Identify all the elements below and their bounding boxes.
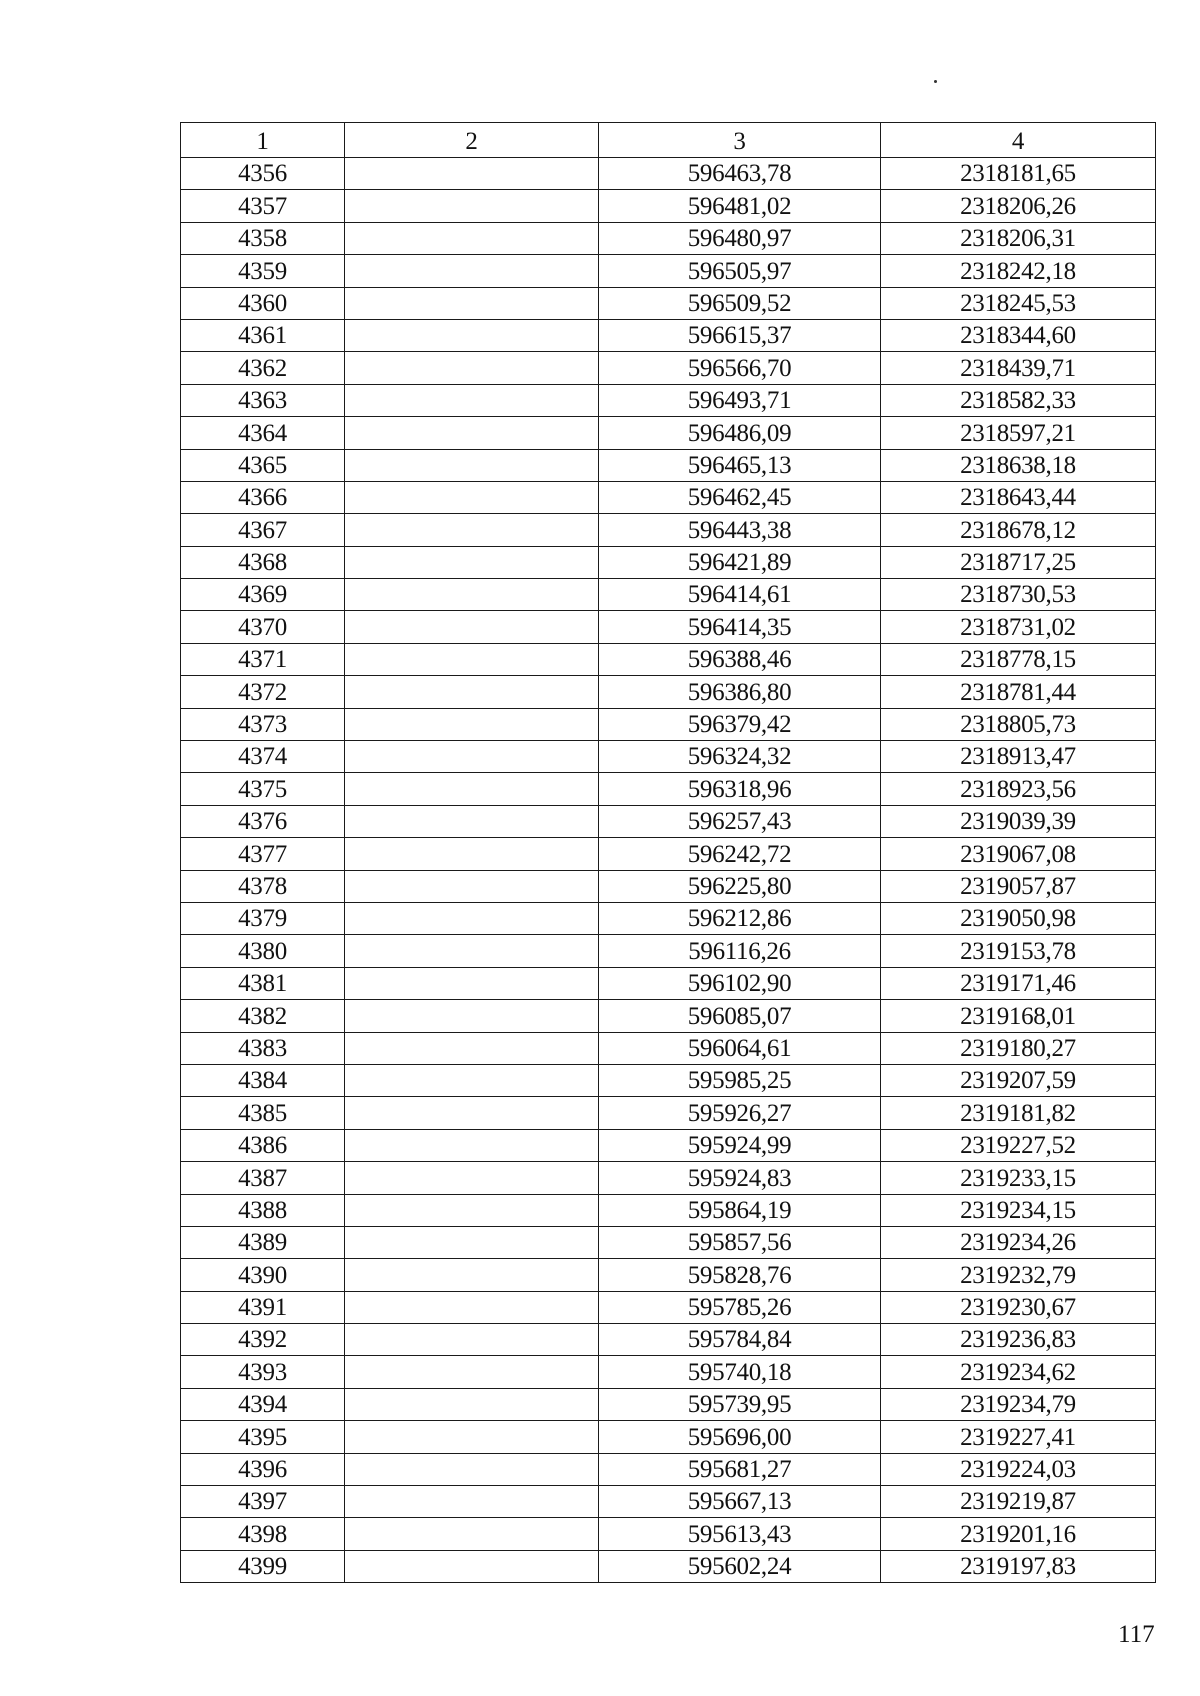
- x-coordinate-cell: 595828,76: [599, 1259, 881, 1291]
- point-number-cell: 4357: [181, 190, 345, 222]
- point-number-cell: 4360: [181, 287, 345, 319]
- table-row: [181, 1388, 1156, 1420]
- description-cell: [345, 449, 599, 481]
- point-number-cell: 4359: [181, 255, 345, 287]
- coordinates-table: [180, 122, 1156, 1583]
- x-coordinate-cell: 596443,38: [599, 514, 881, 546]
- description-cell: [345, 708, 599, 740]
- table-row: [181, 255, 1156, 287]
- y-coordinate-cell: 2319181,82: [881, 1097, 1156, 1129]
- table-row: [181, 158, 1156, 190]
- y-coordinate-cell: 2319050,98: [881, 902, 1156, 934]
- description-cell: [345, 1356, 599, 1388]
- y-coordinate-cell: 2319224,03: [881, 1453, 1156, 1485]
- x-coordinate-cell: 596463,78: [599, 158, 881, 190]
- x-coordinate-cell: 595696,00: [599, 1421, 881, 1453]
- y-coordinate-cell: 2318781,44: [881, 676, 1156, 708]
- y-coordinate-cell: 2318678,12: [881, 514, 1156, 546]
- y-coordinate-cell: 2318206,31: [881, 222, 1156, 254]
- table-row: [181, 449, 1156, 481]
- point-number-cell: 4372: [181, 676, 345, 708]
- x-coordinate-cell: 596566,70: [599, 352, 881, 384]
- description-cell: [345, 805, 599, 837]
- header-cell-3: 3: [599, 123, 881, 158]
- x-coordinate-cell: 596379,42: [599, 708, 881, 740]
- description-cell: [345, 579, 599, 611]
- table-row: [181, 1162, 1156, 1194]
- description-cell: [345, 1486, 599, 1518]
- table-row: [181, 935, 1156, 967]
- y-coordinate-cell: 2319039,39: [881, 805, 1156, 837]
- y-coordinate-cell: 2319234,15: [881, 1194, 1156, 1226]
- table-body: [181, 158, 1156, 1583]
- point-number-cell: 4381: [181, 967, 345, 999]
- point-number-cell: 4371: [181, 643, 345, 675]
- point-number-cell: 4369: [181, 579, 345, 611]
- description-cell: [345, 1388, 599, 1420]
- description-cell: [345, 481, 599, 513]
- description-cell: [345, 1129, 599, 1161]
- y-coordinate-cell: 2318242,18: [881, 255, 1156, 287]
- x-coordinate-cell: 596212,86: [599, 902, 881, 934]
- x-coordinate-cell: 596318,96: [599, 773, 881, 805]
- x-coordinate-cell: 596480,97: [599, 222, 881, 254]
- table-row: [181, 643, 1156, 675]
- description-cell: [345, 741, 599, 773]
- y-coordinate-cell: 2319234,79: [881, 1388, 1156, 1420]
- table-row: [181, 287, 1156, 319]
- y-coordinate-cell: 2318245,53: [881, 287, 1156, 319]
- table-header: [181, 123, 1156, 158]
- y-coordinate-cell: 2319168,01: [881, 1000, 1156, 1032]
- y-coordinate-cell: 2318730,53: [881, 579, 1156, 611]
- point-number-cell: 4377: [181, 838, 345, 870]
- description-cell: [345, 643, 599, 675]
- point-number-cell: 4396: [181, 1453, 345, 1485]
- y-coordinate-cell: 2318805,73: [881, 708, 1156, 740]
- point-number-cell: 4379: [181, 902, 345, 934]
- description-cell: [345, 384, 599, 416]
- table-row: [181, 1259, 1156, 1291]
- table-row: [181, 902, 1156, 934]
- x-coordinate-cell: 595864,19: [599, 1194, 881, 1226]
- description-cell: [345, 1032, 599, 1064]
- header-cell-1: 1: [181, 123, 345, 158]
- y-coordinate-cell: 2318638,18: [881, 449, 1156, 481]
- y-coordinate-cell: 2318206,26: [881, 190, 1156, 222]
- description-cell: [345, 222, 599, 254]
- point-number-cell: 4374: [181, 741, 345, 773]
- y-coordinate-cell: 2319153,78: [881, 935, 1156, 967]
- y-coordinate-cell: 2318344,60: [881, 319, 1156, 351]
- x-coordinate-cell: 596465,13: [599, 449, 881, 481]
- description-cell: [345, 1097, 599, 1129]
- y-coordinate-cell: 2319230,67: [881, 1291, 1156, 1323]
- x-coordinate-cell: 596462,45: [599, 481, 881, 513]
- description-cell: [345, 838, 599, 870]
- table-row: [181, 190, 1156, 222]
- table-row: [181, 1550, 1156, 1582]
- y-coordinate-cell: 2319227,41: [881, 1421, 1156, 1453]
- x-coordinate-cell: 595681,27: [599, 1453, 881, 1485]
- description-cell: [345, 255, 599, 287]
- x-coordinate-cell: 596509,52: [599, 287, 881, 319]
- table-row: [181, 1453, 1156, 1485]
- header-row: [181, 123, 1156, 158]
- point-number-cell: 4376: [181, 805, 345, 837]
- y-coordinate-cell: 2319234,26: [881, 1226, 1156, 1258]
- table-row: [181, 1064, 1156, 1096]
- x-coordinate-cell: 596414,35: [599, 611, 881, 643]
- description-cell: [345, 417, 599, 449]
- x-coordinate-cell: 595985,25: [599, 1064, 881, 1096]
- x-coordinate-cell: 595667,13: [599, 1486, 881, 1518]
- x-coordinate-cell: 596257,43: [599, 805, 881, 837]
- table-row: [181, 967, 1156, 999]
- x-coordinate-cell: 596414,61: [599, 579, 881, 611]
- description-cell: [345, 1421, 599, 1453]
- x-coordinate-cell: 595924,99: [599, 1129, 881, 1161]
- y-coordinate-cell: 2318923,56: [881, 773, 1156, 805]
- y-coordinate-cell: 2318582,33: [881, 384, 1156, 416]
- x-coordinate-cell: 596324,32: [599, 741, 881, 773]
- x-coordinate-cell: 596064,61: [599, 1032, 881, 1064]
- description-cell: [345, 1518, 599, 1550]
- point-number-cell: 4361: [181, 319, 345, 351]
- description-cell: [345, 676, 599, 708]
- description-cell: [345, 1259, 599, 1291]
- x-coordinate-cell: 596493,71: [599, 384, 881, 416]
- point-number-cell: 4388: [181, 1194, 345, 1226]
- point-number-cell: 4366: [181, 481, 345, 513]
- point-number-cell: 4385: [181, 1097, 345, 1129]
- description-cell: [345, 870, 599, 902]
- description-cell: [345, 514, 599, 546]
- description-cell: [345, 1324, 599, 1356]
- description-cell: [345, 935, 599, 967]
- table-row: [181, 1194, 1156, 1226]
- y-coordinate-cell: 2319233,15: [881, 1162, 1156, 1194]
- x-coordinate-cell: 595602,24: [599, 1550, 881, 1582]
- description-cell: [345, 902, 599, 934]
- table-row: [181, 611, 1156, 643]
- y-coordinate-cell: 2318778,15: [881, 643, 1156, 675]
- point-number-cell: 4387: [181, 1162, 345, 1194]
- y-coordinate-cell: 2319234,62: [881, 1356, 1156, 1388]
- header-cell-4: 4: [881, 123, 1156, 158]
- x-coordinate-cell: 595857,56: [599, 1226, 881, 1258]
- y-coordinate-cell: 2319067,08: [881, 838, 1156, 870]
- x-coordinate-cell: 596102,90: [599, 967, 881, 999]
- table-row: [181, 1486, 1156, 1518]
- description-cell: [345, 1453, 599, 1485]
- x-coordinate-cell: 595924,83: [599, 1162, 881, 1194]
- description-cell: [345, 773, 599, 805]
- table-row: [181, 1097, 1156, 1129]
- y-coordinate-cell: 2318181,65: [881, 158, 1156, 190]
- table-row: [181, 417, 1156, 449]
- y-coordinate-cell: 2319197,83: [881, 1550, 1156, 1582]
- table-row: [181, 319, 1156, 351]
- table-row: [181, 1291, 1156, 1323]
- table-row: [181, 352, 1156, 384]
- table-row: [181, 514, 1156, 546]
- table-row: [181, 1226, 1156, 1258]
- table-row: [181, 1356, 1156, 1388]
- point-number-cell: 4362: [181, 352, 345, 384]
- table-row: [181, 676, 1156, 708]
- point-number-cell: 4378: [181, 870, 345, 902]
- description-cell: [345, 190, 599, 222]
- y-coordinate-cell: 2319180,27: [881, 1032, 1156, 1064]
- description-cell: [345, 1226, 599, 1258]
- x-coordinate-cell: 595784,84: [599, 1324, 881, 1356]
- point-number-cell: 4382: [181, 1000, 345, 1032]
- point-number-cell: 4356: [181, 158, 345, 190]
- point-number-cell: 4368: [181, 546, 345, 578]
- description-cell: [345, 546, 599, 578]
- point-number-cell: 4392: [181, 1324, 345, 1356]
- description-cell: [345, 1550, 599, 1582]
- point-number-cell: 4363: [181, 384, 345, 416]
- description-cell: [345, 287, 599, 319]
- point-number-cell: 4370: [181, 611, 345, 643]
- y-coordinate-cell: 2318643,44: [881, 481, 1156, 513]
- point-number-cell: 4390: [181, 1259, 345, 1291]
- stray-dot-mark: [934, 80, 937, 83]
- description-cell: [345, 1194, 599, 1226]
- y-coordinate-cell: 2319232,79: [881, 1259, 1156, 1291]
- x-coordinate-cell: 596388,46: [599, 643, 881, 675]
- x-coordinate-cell: 596421,89: [599, 546, 881, 578]
- y-coordinate-cell: 2318731,02: [881, 611, 1156, 643]
- table-row: [181, 222, 1156, 254]
- x-coordinate-cell: 596481,02: [599, 190, 881, 222]
- point-number-cell: 4391: [181, 1291, 345, 1323]
- description-cell: [345, 1162, 599, 1194]
- x-coordinate-cell: 596225,80: [599, 870, 881, 902]
- point-number-cell: 4386: [181, 1129, 345, 1161]
- point-number-cell: 4399: [181, 1550, 345, 1582]
- description-cell: [345, 1291, 599, 1323]
- point-number-cell: 4383: [181, 1032, 345, 1064]
- header-cell-2: 2: [345, 123, 599, 158]
- x-coordinate-cell: 595926,27: [599, 1097, 881, 1129]
- point-number-cell: 4395: [181, 1421, 345, 1453]
- point-number-cell: 4380: [181, 935, 345, 967]
- table-row: [181, 741, 1156, 773]
- description-cell: [345, 1000, 599, 1032]
- point-number-cell: 4394: [181, 1388, 345, 1420]
- description-cell: [345, 1064, 599, 1096]
- x-coordinate-cell: 595613,43: [599, 1518, 881, 1550]
- description-cell: [345, 319, 599, 351]
- point-number-cell: 4397: [181, 1486, 345, 1518]
- x-coordinate-cell: 596386,80: [599, 676, 881, 708]
- x-coordinate-cell: 596505,97: [599, 255, 881, 287]
- table-row: [181, 579, 1156, 611]
- x-coordinate-cell: 596242,72: [599, 838, 881, 870]
- table-row: [181, 1421, 1156, 1453]
- x-coordinate-cell: 595739,95: [599, 1388, 881, 1420]
- table-row: [181, 805, 1156, 837]
- point-number-cell: 4367: [181, 514, 345, 546]
- point-number-cell: 4358: [181, 222, 345, 254]
- x-coordinate-cell: 595740,18: [599, 1356, 881, 1388]
- description-cell: [345, 158, 599, 190]
- table-row: [181, 838, 1156, 870]
- point-number-cell: 4389: [181, 1226, 345, 1258]
- y-coordinate-cell: 2318717,25: [881, 546, 1156, 578]
- table-row: [181, 773, 1156, 805]
- x-coordinate-cell: 596486,09: [599, 417, 881, 449]
- y-coordinate-cell: 2319227,52: [881, 1129, 1156, 1161]
- y-coordinate-cell: 2318439,71: [881, 352, 1156, 384]
- point-number-cell: 4398: [181, 1518, 345, 1550]
- y-coordinate-cell: 2319207,59: [881, 1064, 1156, 1096]
- point-number-cell: 4373: [181, 708, 345, 740]
- table-row: [181, 1324, 1156, 1356]
- point-number-cell: 4365: [181, 449, 345, 481]
- table-row: [181, 1032, 1156, 1064]
- y-coordinate-cell: 2319057,87: [881, 870, 1156, 902]
- table-row: [181, 481, 1156, 513]
- y-coordinate-cell: 2319171,46: [881, 967, 1156, 999]
- y-coordinate-cell: 2319236,83: [881, 1324, 1156, 1356]
- point-number-cell: 4364: [181, 417, 345, 449]
- point-number-cell: 4384: [181, 1064, 345, 1096]
- point-number-cell: 4375: [181, 773, 345, 805]
- y-coordinate-cell: 2318913,47: [881, 741, 1156, 773]
- y-coordinate-cell: 2319219,87: [881, 1486, 1156, 1518]
- y-coordinate-cell: 2318597,21: [881, 417, 1156, 449]
- table-row: [181, 1518, 1156, 1550]
- x-coordinate-cell: 595785,26: [599, 1291, 881, 1323]
- x-coordinate-cell: 596615,37: [599, 319, 881, 351]
- page-number: 117: [1118, 1621, 1155, 1648]
- table-row: [181, 1129, 1156, 1161]
- description-cell: [345, 611, 599, 643]
- table-row: [181, 708, 1156, 740]
- x-coordinate-cell: 596085,07: [599, 1000, 881, 1032]
- table-row: [181, 1000, 1156, 1032]
- description-cell: [345, 352, 599, 384]
- x-coordinate-cell: 596116,26: [599, 935, 881, 967]
- y-coordinate-cell: 2319201,16: [881, 1518, 1156, 1550]
- description-cell: [345, 967, 599, 999]
- table-row: [181, 870, 1156, 902]
- table-row: [181, 384, 1156, 416]
- point-number-cell: 4393: [181, 1356, 345, 1388]
- table-row: [181, 546, 1156, 578]
